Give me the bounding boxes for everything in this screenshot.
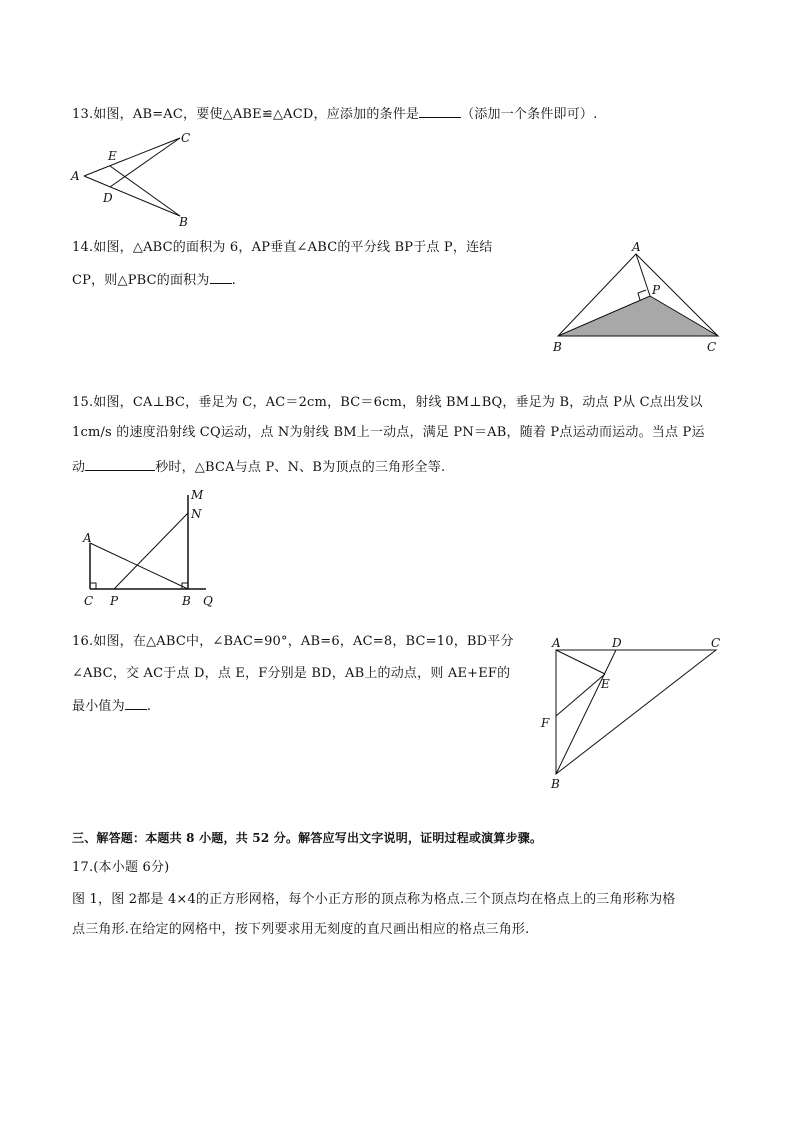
q16-label-f: F [541, 716, 550, 730]
q16-line1: 16.如图，在△ABC中，∠BAC=90°，AB=6，AC=8，BC=10，BD平分 [72, 634, 514, 649]
q15-label-p: P [110, 594, 119, 608]
q16-segment-bd [556, 650, 616, 774]
q13-label-d: D [103, 191, 113, 205]
q13-text-after: （添加一个条件即可）. [461, 107, 598, 122]
q15-right-angle-c [90, 583, 96, 589]
q17-title: 17.(本小题 6分) [72, 860, 170, 875]
q15-figure [78, 485, 228, 615]
q14-figure [548, 238, 728, 358]
q14-line1: 14.如图，△ABC的面积为 6，AP垂直∠ABC的平分线 BP于点 P，连结 [72, 240, 493, 255]
q17-line1: 图 1，图 2都是 4×4的正方形网格，每个小正方形的顶点称为格点.三个顶点均在格点上的三角形称为格 [72, 892, 676, 907]
q16-label-e: E [601, 677, 610, 691]
q14-label-a: A [632, 240, 641, 254]
q13-label-a: A [71, 169, 80, 183]
q16-label-c: C [711, 636, 721, 650]
q14-label-b: B [553, 340, 562, 354]
q15-label-q: Q [203, 594, 213, 608]
q16-answer-blank[interactable] [125, 697, 147, 710]
q14-line2-after: . [231, 273, 236, 288]
q14-answer-blank[interactable] [210, 271, 232, 284]
q15-line3-before: 动 [72, 460, 86, 475]
section3-heading: 三、解答题：本题共 8 小题，共 52 分。解答应写出文字说明，证明过程或演算步骤。 [72, 831, 543, 845]
q13-text-before: 13.如图，AB=AC，要使△ABE≌△ACD，应添加的条件是 [72, 107, 420, 122]
q16-line2: ∠ABC，交 AC于点 D，点 E，F分别是 BD，AB上的动点，则 AE+EF的 [72, 666, 511, 681]
q13-answer-blank[interactable] [419, 105, 461, 118]
q14-label-p: P [652, 283, 661, 297]
q14-label-c: C [707, 340, 717, 354]
q16-line3-after: . [146, 699, 152, 714]
q15-label-b: B [182, 594, 191, 608]
q16-line3 [72, 697, 151, 715]
q14-shaded-triangle-pbc [558, 296, 718, 336]
q15-line2: 1cm/s 的速度沿射线 CQ运动，点 N为射线 BM上一动点，满足 PN＝AB，随着 P点运动而运动。当点 P运 [72, 425, 705, 440]
q15-line3-after: 秒时，△BCA与点 P、N、B为顶点的三角形全等. [155, 460, 446, 475]
q13-label-c: C [181, 131, 191, 145]
q15-answer-blank[interactable] [85, 458, 155, 471]
q14-line2-before: CP，则△PBC的面积为 [72, 273, 210, 288]
q13-segment-cd [110, 138, 180, 187]
q15-label-n: N [191, 507, 202, 521]
q15-line3 [72, 458, 445, 476]
q15-segment-ab [90, 543, 188, 589]
q16-line3-before: 最小值为 [72, 699, 125, 714]
q16-triangle-abc [556, 650, 716, 774]
q13-segment-ac [84, 138, 180, 176]
q16-segment-ae [556, 650, 605, 674]
q17-line2: 点三角形.在给定的网格中，按下列要求用无刻度的直尺画出相应的格点三角形. [72, 922, 530, 937]
q14-line2 [72, 271, 236, 289]
q13-text [72, 105, 597, 123]
q13-label-e: E [108, 149, 117, 163]
q15-label-c: C [84, 594, 94, 608]
q15-line1: 15.如图，CA⊥BC，垂足为 C，AC＝2cm，BC＝6cm，射线 BM⊥BQ，垂足为 B，动点 P从 C点出发以 [72, 395, 703, 410]
q16-label-d: D [612, 636, 622, 650]
q13-figure [66, 130, 206, 230]
q16-segment-fe [556, 674, 605, 716]
q16-label-a: A [552, 636, 561, 650]
q16-figure [536, 634, 726, 794]
q15-label-m: M [191, 488, 204, 502]
q13-label-b: B [179, 215, 188, 229]
q16-label-b: B [551, 777, 560, 791]
q15-segment-pn [114, 513, 188, 589]
q15-label-a: A [83, 531, 92, 545]
